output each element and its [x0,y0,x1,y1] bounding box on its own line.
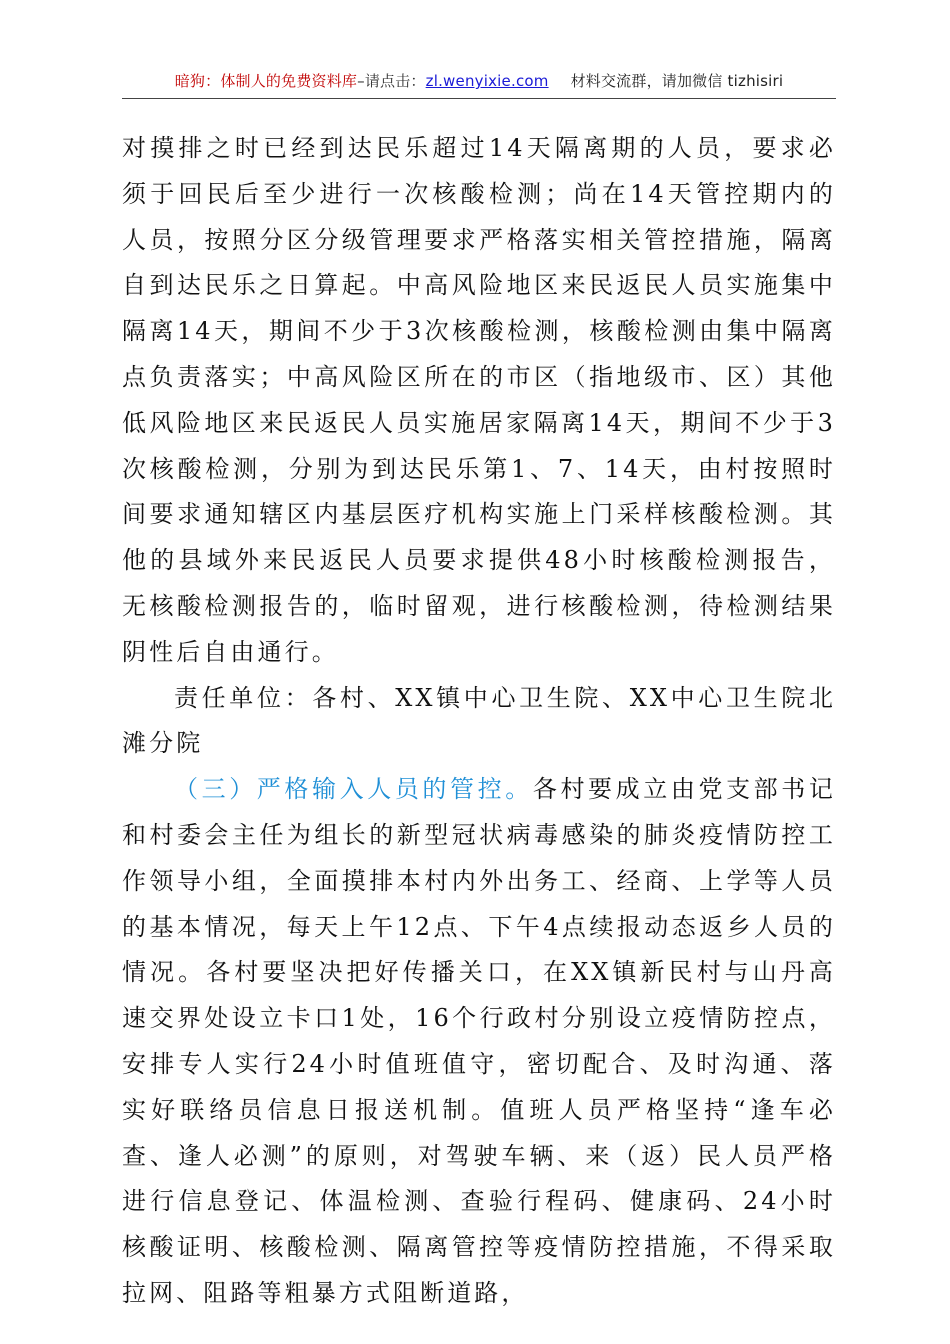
page-header [122,64,836,99]
paragraph-input-control-body: 各村要成立由党支部书记和村委会主任为组长的新型冠状病毒感染的肺炎疫情防控工作领导小组，全面摸排本村内外出务工、经商、上学等人员的基本情况，每天上午12点、下午4点续报动态返乡人员的情况。各村要坚决把好传播关口，在XX镇新民村与山丹高速交界处设立卡口1处，16个行政村分别设立疫情防控点，安排专人实行24小时值班值守，密切配合、及时沟通、落实好联络员信息日报送机制。值班人员严格坚持“逢车必查、逢人必测”的原则，对驾驶车辆、来（返）民人员严格进行信息登记、体温检测、查验行程码、健康码、24小时核酸证明、核酸检测、隔离管控等疫情防控措施，不得采取拉网、阻路等粗暴方式阻断道路， [122,775,836,1307]
paragraph-input-control [122,767,836,1317]
header-website-link[interactable]: zl.wenyixie.com [425,72,549,90]
paragraph-responsible-units: 责任单位：各村、XX镇中心卫生院、XX中心卫生院北滩分院 [122,683,836,758]
header-wechat-note: 材料交流群，请加微信 tizhisiri [570,72,784,90]
document-body [122,126,836,1317]
header-click-prompt: –请点击： [357,72,426,90]
header-site-name: 暗狗：体制人的免费资料库 [174,72,358,90]
paragraph-quarantine-rules: 对摸排之时已经到达民乐超过14天隔离期的人员，要求必须于回民后至少进行一次核酸检测；尚在14天管控期内的人员，按照分区分级管理要求严格落实相关管控措施，隔离自到达民乐之日算起。中高风险地区来民返民人员实施集中隔离14天，期间不少于3次核酸检测，核酸检测由集中隔离点负责落实；中高风险区所在的市区（指地级市、区）其他低风险地区来民返民人员实施居家隔离14天，期间不少于3次核酸检测，分别为到达民乐第1、7、14天，由村按照时间要求通知辖区内基层医疗机构实施上门采样核酸检测。其他的县域外来民返民人员要求提供48小时核酸检测报告，无核酸检测报告的，临时留观，进行核酸检测，待检测结果阴性后自由通行。 [122,134,836,666]
section-heading-three: （三）严格输入人员的管控。 [174,775,533,804]
